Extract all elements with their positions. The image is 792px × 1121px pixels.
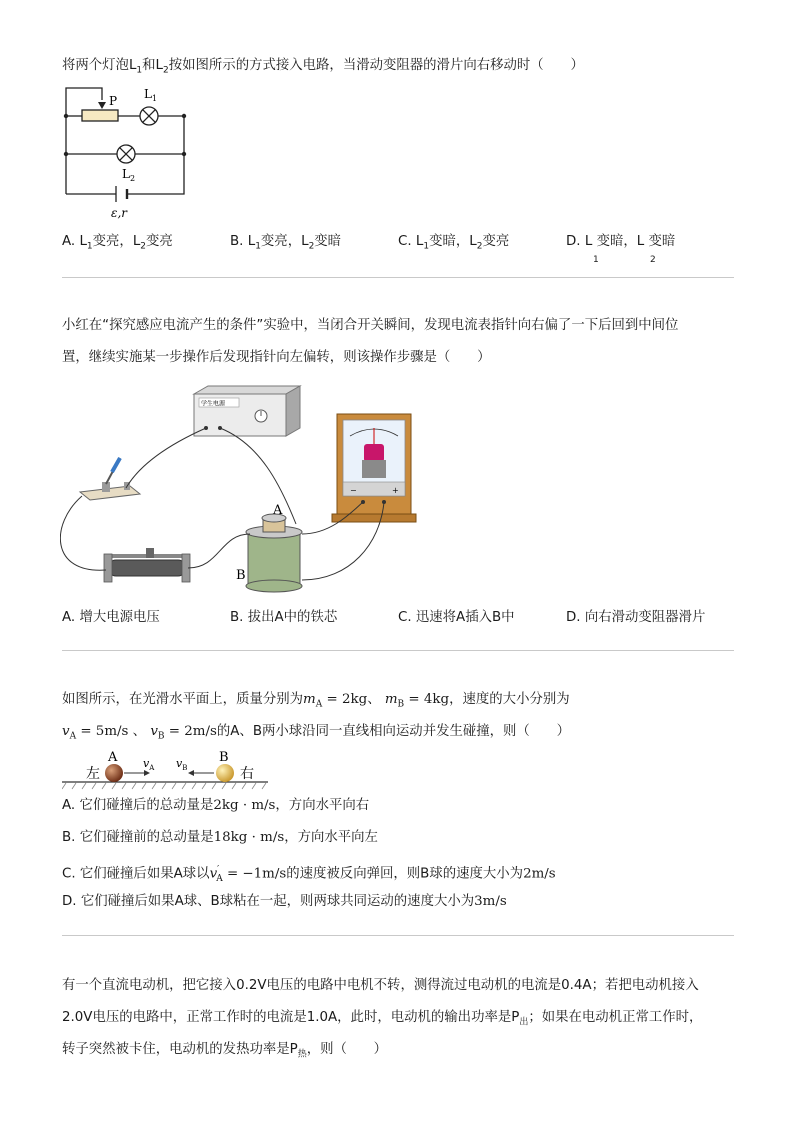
q2-label-b: B [236, 568, 246, 583]
q1-option-c[interactable]: C. $L_1$变暗，$L_2$变亮 [398, 234, 510, 252]
q3-label-vb: $v_B$ [176, 757, 188, 772]
divider-2 [62, 650, 734, 651]
q3-stem-line1: 如图所示，在光滑水平面上，质量分别为$m_A = 2kg$、 $m_B = 4kg$，速度的大小分别为 [62, 692, 570, 710]
q3-label-left: 左 [86, 766, 100, 782]
q1-label-emf: ε,r [111, 206, 127, 220]
q1-option-b[interactable]: B. $L_1$变亮，$L_2$变暗 [230, 234, 342, 252]
svg-text:+: + [392, 486, 399, 495]
q1-option-d[interactable]: D. L 变暗，L 变暗 [566, 234, 676, 249]
q2-label-a: A [273, 503, 283, 518]
divider-3 [62, 935, 734, 936]
divider-1 [62, 277, 734, 278]
knife-switch [80, 458, 140, 500]
q3-collision-diagram [62, 746, 272, 790]
q4-stem: 有一个直流电动机，把它接入0.2V电压的电路中电机不转，测得流过电动机的电流是0.4A；若把电动机接入 2.0V电压的电路中，正常工作时的电流是1.0A，此时，电动机的输出功率是$P_出$；如果在电动机正常工作时， 转子突然被卡住，电动机的发热功率是$P_热$，则（ ） [62, 978, 703, 1060]
galvanometer [332, 414, 416, 522]
rheostat [104, 548, 190, 582]
q2-stem: 小红在“探究感应电流产生的条件”实验中，当闭合开关瞬间，发现电流表指针向右偏了一下后回到中间位 置，继续实施某一步操作后发现指针向左偏转，则该操作步骤是（ ） [62, 318, 679, 365]
q3-label-right: 右 [240, 766, 254, 782]
q1-label-l1: $L_1$ [144, 87, 158, 103]
q2-option-b[interactable]: B. 拔出A中的铁芯 [230, 610, 338, 625]
q1-label-l2: $L_2$ [122, 167, 136, 183]
q3-label-b: B [219, 750, 229, 765]
q3-option-b[interactable]: B. 它们碰撞前的总动量是18kg · m/s，方向水平向左 [62, 830, 378, 845]
q1-option-a[interactable]: A. $L_1$变亮，$L_2$变亮 [62, 234, 173, 252]
q3-stem-line2: $v_A = 5m/s$ 、 $v_B = 2m/s$的A、B两小球沿同一直线相向运动并发生碰撞，则（ ） [62, 724, 570, 742]
q3-label-a: A [108, 750, 118, 765]
q1-stem: 将两个灯泡$L_1$和$L_2$按如图所示的方式接入电路，当滑动变阻器的滑片向右移动时（ ） [62, 58, 584, 76]
ball-a [105, 764, 123, 782]
ball-b [216, 764, 234, 782]
q3-options [62, 796, 734, 924]
q3-option-d[interactable]: D. 它们碰撞后如果A球、B球粘在一起，则两球共同运动的速度大小为3m/s [62, 894, 507, 909]
q2-option-d[interactable]: D. 向右滑动变阻器滑片 [566, 610, 706, 625]
q3-label-va: $v_A$ [143, 757, 155, 772]
q2-options [62, 608, 734, 628]
q1-options [62, 232, 734, 272]
q3-option-c[interactable]: C. 它们碰撞后如果A球以$v'_A = -1m/s$的速度被反向弹回，则B球的速度大小为2m/s [62, 865, 556, 885]
power-supply [194, 386, 300, 436]
q1-label-p: P [109, 94, 118, 108]
svg-text:学生电源: 学生电源 [201, 400, 226, 408]
q3-option-a[interactable]: A. 它们碰撞后的总动量是2kg · m/s，方向水平向右 [62, 798, 370, 813]
svg-text:−: − [350, 486, 357, 495]
coil-b [246, 526, 302, 592]
q2-option-c[interactable]: C. 迅速将A插入B中 [398, 610, 515, 625]
q2-experiment-diagram [60, 384, 420, 604]
q2-option-a[interactable]: A. 增大电源电压 [62, 610, 160, 625]
q1-option-d-sub2: 2 [650, 255, 656, 265]
q1-option-d-sub1: 1 [593, 255, 599, 265]
q1-circuit-diagram [60, 82, 195, 222]
